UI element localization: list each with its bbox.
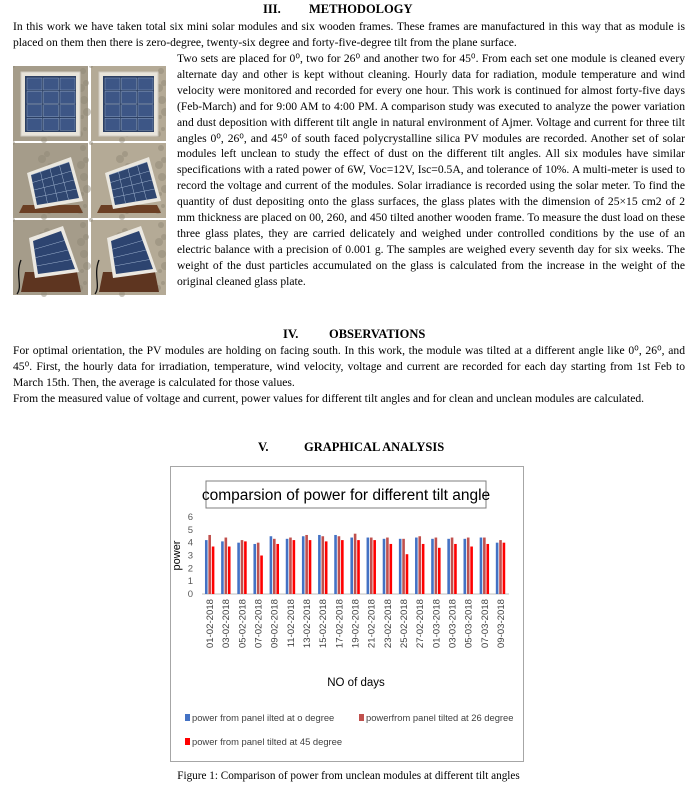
section-title: OBSERVATIONS <box>329 327 426 341</box>
x-tick-label: 07-02-2018 <box>253 599 265 649</box>
photo-panel-45-2 <box>89 218 166 297</box>
module-photos <box>13 66 166 297</box>
y-axis-label: power <box>171 540 183 571</box>
x-tick-label: 13-02-2018 <box>302 599 314 649</box>
photo-grid <box>13 66 166 297</box>
bar-2-5 <box>293 540 296 594</box>
bar-0-17 <box>480 538 483 594</box>
bar-2-18 <box>503 543 506 594</box>
bar-0-15 <box>447 539 450 594</box>
bar-1-0 <box>208 535 211 594</box>
section-title: METHODOLOGY <box>309 2 413 16</box>
bar-0-12 <box>399 539 402 594</box>
section-heading-methodology <box>263 2 412 17</box>
bar-1-2 <box>241 540 244 594</box>
photo-panel-45-1 <box>13 218 91 297</box>
x-axis-label: NO of days <box>327 677 385 689</box>
bar-2-10 <box>373 540 376 594</box>
bar-0-6 <box>302 536 305 594</box>
observations-paragraph-2: From the measured value of voltage and current, power values for different tilt angles and for clean and unclean modules are calculated. <box>13 392 645 405</box>
x-tick-label: 05-03-2018 <box>463 599 475 649</box>
bar-1-5 <box>289 538 292 594</box>
bar-0-13 <box>415 538 418 594</box>
bar-1-4 <box>273 539 276 594</box>
x-tick-label: 07-03-2018 <box>479 599 491 649</box>
bar-1-14 <box>435 538 438 594</box>
bar-0-8 <box>334 535 337 594</box>
bar-2-4 <box>276 544 279 594</box>
legend-swatch <box>359 714 364 721</box>
bar-1-9 <box>354 534 357 594</box>
x-tick-label: 21-02-2018 <box>366 599 378 649</box>
bar-1-15 <box>451 538 454 594</box>
bar-1-1 <box>225 538 228 594</box>
bar-1-3 <box>257 543 260 594</box>
section-number: IV. <box>283 327 299 341</box>
x-tick-label: 09-03-2018 <box>495 599 507 649</box>
photo-panel-flat-2 <box>89 66 166 143</box>
legend-label: powerfrom panel tilted at 26 degree <box>366 712 514 723</box>
bar-1-10 <box>370 538 373 594</box>
x-tick-label: 11-02-2018 <box>285 599 297 648</box>
x-tick-label: 15-02-2018 <box>318 599 330 649</box>
bar-2-17 <box>486 544 489 594</box>
methodology-body-paragraph: Two sets are placed for 0⁰, two for 26⁰ and another two for 45⁰. From each set one module is cleaned every alternate day and other is kept without cleaning. Hourly data for radiation, module temperature and wind velocity were monitored and recorded for every one hour. This work is continued for almost forty-five days (Feb-March) and for 9:00 AM to 4:00 PM. A comparison study was executed to analyze the power variation and dust deposition with different tilt angle in natural environment of Ajmer. Voltage and current for three tilt angles 0⁰, 26⁰, and 45⁰ of south faced polycrystalline silica PV modules are recorded. Another set of solar modules left unclean to study the effect of dust on the different tilt angles. All six modules have similar specifications with a rated power of 6W, Voc=12V, Isc=0.5A, and tolerance of 10%. A multi-meter is used to record the voltage and current of the modules. Solar irradiance is recorded using the solar meter. To find the quantity of dust depositing onto the glass surfaces, the glass plates with the dimension of 25×15 cm2 of 2 mm thickness are placed on 00, 260, and 450 tilted another wooden frame. To measure the dust load on these three glass plates, they are carried delicately and weighed under controlled conditions by the use of an electric balance with a precision of 0.001 g. The samples are weighed every seventh day for six weeks. The weight of the dust particles accumulated on the glass is calculated from the increase in the weight of the original cleaned glass plate. <box>177 52 685 288</box>
legend-item <box>185 736 342 747</box>
bar-0-5 <box>286 539 289 594</box>
x-tick-label: 01-02-2018 <box>205 599 217 649</box>
bar-0-4 <box>270 536 273 594</box>
bar-2-8 <box>341 540 344 594</box>
bar-2-2 <box>244 541 247 594</box>
section-number: III. <box>263 2 281 16</box>
legend-item <box>185 712 334 723</box>
x-tick-label: 03-02-2018 <box>221 599 233 649</box>
bar-2-13 <box>422 544 425 594</box>
x-tick-label: 23-02-2018 <box>382 599 394 649</box>
y-tick-label: 0 <box>187 589 193 600</box>
bar-1-18 <box>499 540 502 594</box>
bar-0-0 <box>205 540 208 594</box>
photo-panel-26-1 <box>13 141 91 220</box>
legend-item <box>359 712 514 723</box>
section-heading-observations <box>283 327 425 342</box>
methodology-intro-paragraph: In this work we have taken total six mini solar modules and six wooden frames. These frames are manufactured in this way that as module is placed on them then there is zero-degree, twenty-six degree and forty-five-degree tilt from the plane surface. <box>13 20 685 49</box>
x-tick-label: 17-02-2018 <box>334 599 346 649</box>
x-tick-label: 19-02-2018 <box>350 599 362 649</box>
bar-0-18 <box>496 543 499 594</box>
bar-0-14 <box>431 539 434 594</box>
bar-0-2 <box>237 543 240 594</box>
y-tick-label: 2 <box>187 563 193 575</box>
legend-swatch <box>185 738 190 745</box>
observations-paragraph-1: For optimal orientation, the PV modules are holding on facing south. In this work, the module was tilted at a different angle like 0⁰, 26⁰, and 45⁰. First, the hourly data for irradiation, temperature, wind velocity, voltage and current are recorded for each day starting from 1st Feb to March 15th. Then, the average is calculated for those values. <box>13 344 685 389</box>
x-tick-label: 05-02-2018 <box>237 599 249 649</box>
legend-label: power from panel tilted at 45 degree <box>192 736 343 747</box>
chart-canvas <box>171 467 523 761</box>
bar-0-3 <box>253 544 256 594</box>
x-tick-label: 01-03-2018 <box>431 599 443 649</box>
chart-title-box <box>202 481 490 508</box>
chart-title: comparsion of power for different tilt angle <box>201 487 491 504</box>
bar-0-16 <box>464 539 467 594</box>
bar-0-7 <box>318 535 321 594</box>
bar-2-7 <box>325 541 328 594</box>
bar-2-11 <box>390 544 393 594</box>
y-tick-label: 6 <box>187 512 193 523</box>
bar-2-16 <box>470 547 473 594</box>
bar-2-0 <box>212 547 215 594</box>
bar-2-14 <box>438 548 441 594</box>
bar-2-12 <box>406 554 409 594</box>
bar-0-1 <box>221 541 224 594</box>
bar-0-11 <box>383 539 386 594</box>
bar-2-15 <box>454 544 457 594</box>
y-tick-label: 5 <box>187 524 193 536</box>
section-number: V. <box>258 440 269 454</box>
section-heading-graphical-analysis <box>258 440 444 455</box>
figure-caption: Figure 1: Comparison of power from unclean modules at different tilt angles <box>177 770 520 782</box>
chart-legend <box>185 712 514 747</box>
section-title: GRAPHICAL ANALYSIS <box>304 440 445 454</box>
bar-2-6 <box>309 540 312 594</box>
bar-1-7 <box>321 536 324 594</box>
bar-1-12 <box>402 539 405 594</box>
x-tick-label: 09-02-2018 <box>269 599 281 649</box>
x-tick-label: 03-03-2018 <box>447 599 459 649</box>
photo-panel-flat-1 <box>13 66 91 143</box>
bar-1-6 <box>305 535 308 594</box>
bar-2-3 <box>260 556 263 595</box>
legend-label: power from panel ilted at o degree <box>192 712 335 723</box>
bar-1-11 <box>386 538 389 594</box>
y-tick-label: 3 <box>187 550 193 562</box>
x-tick-label: 25-02-2018 <box>398 599 410 649</box>
bar-2-9 <box>357 540 360 594</box>
legend-swatch <box>185 714 190 721</box>
bar-0-9 <box>350 538 353 594</box>
y-tick-label: 1 <box>187 576 193 588</box>
bar-1-17 <box>483 538 486 594</box>
bar-0-10 <box>367 538 370 594</box>
bar-1-8 <box>338 536 341 594</box>
bar-1-16 <box>467 538 470 594</box>
bar-2-1 <box>228 547 231 594</box>
bar-1-13 <box>418 536 421 594</box>
y-tick-label: 4 <box>187 537 193 549</box>
photo-panel-26-2 <box>89 141 166 220</box>
x-tick-label: 27-02-2018 <box>415 599 427 649</box>
power-comparison-chart <box>170 466 524 762</box>
